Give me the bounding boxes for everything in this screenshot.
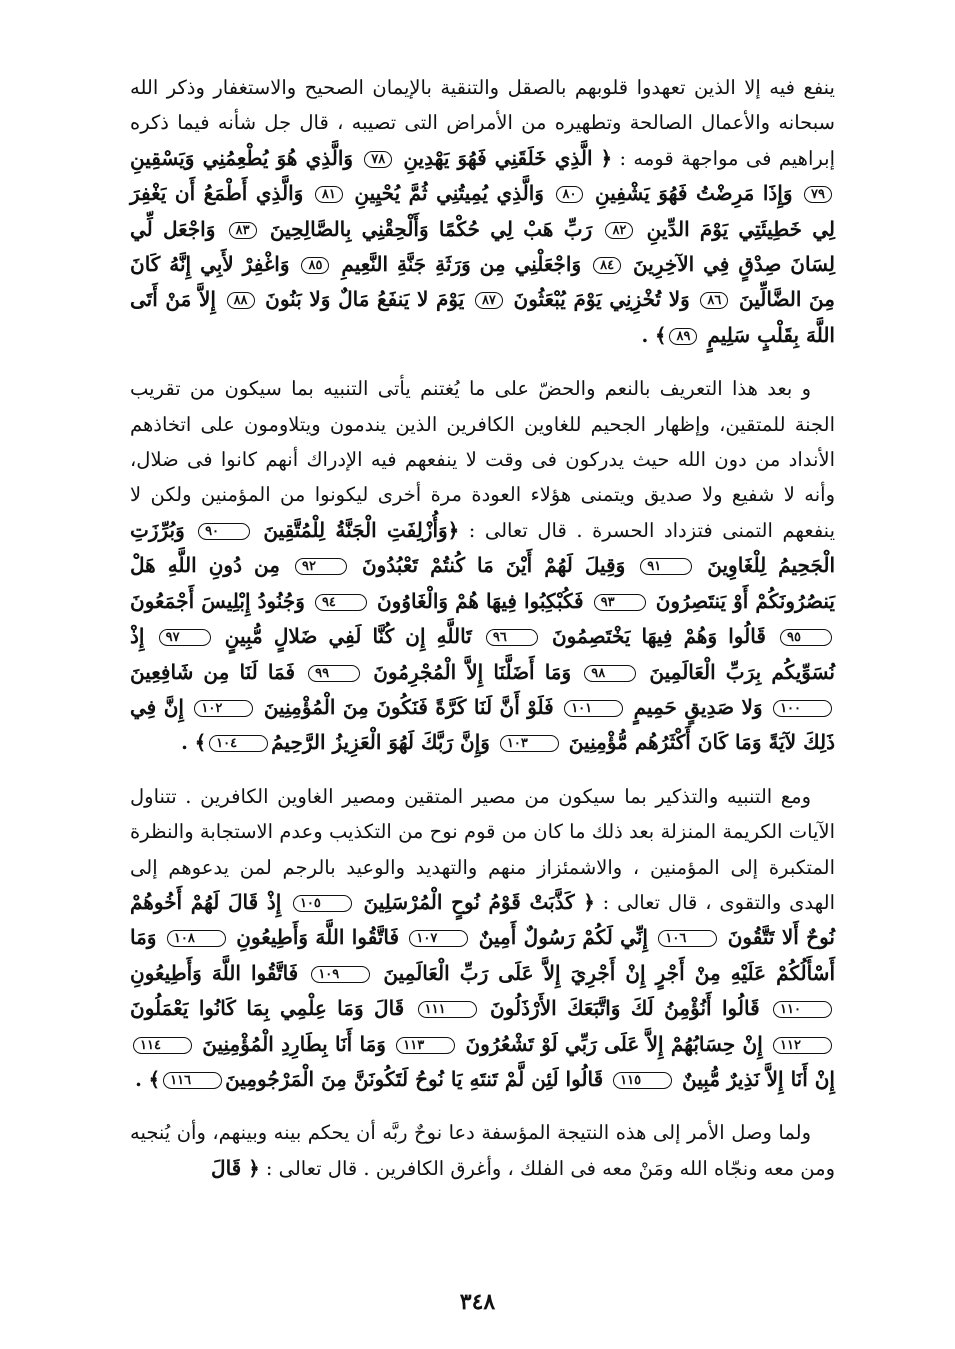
quran-verse-text: فَاتَّقُوا اللَّهَ وَأَطِيعُونِ <box>228 925 407 950</box>
quran-verse-text: وَلا تُخْزِنِي يَوْمَ يُبْعَثُونَ <box>505 287 698 312</box>
quran-verse-text: تَاللَّهِ إِن كُنَّا لَفِي ضَلالٍ مُّبِينٍ <box>213 624 483 649</box>
paragraph-gap <box>130 1097 835 1115</box>
ayah-number-marker: ١٠٢ <box>194 700 253 717</box>
quran-verse-text: إِنْ حِسَابُهُمْ إِلاَّ عَلَى رَبِّي لَوْ تَشْعُرُونَ <box>458 1031 771 1056</box>
paragraph-gap <box>130 353 835 371</box>
ayah-number-marker: ٧٨ <box>364 151 392 168</box>
quran-verse-text: إِذْ قَالَ لَهُمْ أَخُوهُمْ نُوحٌ أَلا تَتَّقُونَ <box>130 889 835 950</box>
quran-verse-text: وَالَّذِي أَطْمَعُ أَن يَغْفِرَ لِي خَطِيئَتِي يَوْمَ الدِّينِ <box>130 181 835 241</box>
ayah-number-marker: ٩٦ <box>486 629 538 646</box>
quran-bracket: ﴿ <box>583 890 595 914</box>
paragraph <box>130 70 835 353</box>
ayah-number-marker: ٨١ <box>315 186 343 203</box>
paragraph <box>130 779 835 1098</box>
quran-verse-text: إِنَّ فِي ذَلِكَ لآيَةً وَمَا كَانَ أَكْثَرُهُم مُّؤْمِنِينَ <box>130 694 835 755</box>
quran-verse-text: وَأُزْلِفَتِ الْجَنَّةُ لِلْمُتَّقِينَ <box>253 517 448 542</box>
ayah-number-marker: ٩٥ <box>780 629 832 646</box>
quran-verse-text: وَجُنُودُ إِبْلِيسَ أَجْمَعُونَ <box>130 588 312 613</box>
ayah-number-marker: ٩٩ <box>308 665 360 682</box>
quran-verse-text: فَلَوْ أَنَّ لَنَا كَرَّةً فَنَكُونَ مِنَ الْمُؤْمِنِينَ <box>256 694 562 719</box>
ayah-number-marker: ١٠٣ <box>500 735 559 752</box>
ayah-number-marker: ١١٢ <box>773 1037 832 1054</box>
ayah-number-marker: ١٠٥ <box>293 895 352 912</box>
quran-verse-text: وَإِنَّ رَبَّكَ لَهُوَ الْعَزِيزُ الرَّحِيمُ <box>271 730 497 755</box>
ayah-number-marker: ١٠٩ <box>311 966 370 983</box>
ayah-number-marker: ١٠٦ <box>658 930 717 947</box>
ayah-number-marker: ١١٦ <box>163 1072 222 1089</box>
quran-verse-text: وَإِذَا مَرِضْتُ فَهُوَ يَشْفِينِ <box>586 181 802 206</box>
quran-verse-text: قَالَ وَمَا عِلْمِي بِمَا كَانُوا يَعْمَلُونَ <box>130 996 415 1021</box>
ayah-number-marker: ٨٩ <box>669 328 697 345</box>
ayah-number-marker: ٨٦ <box>700 292 728 309</box>
ayah-number-marker: ١١١ <box>418 1001 477 1018</box>
quran-verse-text: إِلاَّ مَنْ أَتَى اللَّهَ بِقَلْبٍ سَلِيمٍ <box>130 287 835 347</box>
body-text: ينفع فيه إلا الذين تعهدوا قلوبهم بالصقل والتنقية بالإيمان الصحيح والاستغفار وذكر الله سبحانه والأعمال الصالحة وتطهيره من الأمراض التى تصيبه ، قال جل شأنه فيما ذكره إبراهيم فى مواجهة قومه : <box>130 76 835 170</box>
ayah-number-marker: ١٠٠ <box>773 700 832 717</box>
quran-verse-text: قَالُوا لَئِن لَّمْ تَنتَهِ يَا نُوحُ لَتَكُونَنَّ مِنَ الْمَرْجُومِينَ <box>225 1066 611 1091</box>
quran-verse-text: يَوْمَ لا يَنفَعُ مَالٌ وَلا بَنُونَ <box>257 287 472 312</box>
quran-verse-text: وَاجْعَلْنِي مِن وَرَثَةِ جَنَّةِ النَّعِيمِ <box>332 252 591 277</box>
ayah-number-marker: ١١٠ <box>773 1001 832 1018</box>
ayah-number-marker: ١٠٨ <box>167 930 226 947</box>
quran-bracket: ﴾ . <box>181 731 207 755</box>
paragraph <box>130 1115 835 1186</box>
quran-verse-text: وَمَا أَسْأَلُكُمْ عَلَيْهِ مِنْ أَجْرٍ إِنْ أَجْرِيَ إِلاَّ عَلَى رَبِّ الْعَالَمِينَ <box>130 925 835 985</box>
ayah-number-marker: ٨٣ <box>229 222 257 239</box>
ayah-number-marker: ٩٧ <box>159 629 211 646</box>
quran-bracket: ﴾ . <box>641 323 667 347</box>
quran-verse-text: فَاتَّقُوا اللَّهَ وَأَطِيعُونِ <box>130 960 309 985</box>
quran-verse-text: وَالَّذِي يُمِيتُنِي ثُمَّ يُحْيِينِ <box>345 181 553 206</box>
quran-bracket: ﴿ <box>600 146 613 170</box>
quran-bracket: ﴿ <box>248 1156 260 1180</box>
quran-bracket: ﴾ . <box>135 1067 161 1091</box>
quran-verse-text: وَبُرِّزَتِ الْجَحِيمُ لِلْغَاوِينَ <box>130 517 835 578</box>
ayah-number-marker: ٧٩ <box>804 186 832 203</box>
ayah-number-marker: ٨٧ <box>475 292 503 309</box>
quran-verse-text: رَبِّ هَبْ لِي حُكْمًا وَأَلْحِقْنِي بِالصَّالِحِينَ <box>259 216 603 241</box>
quran-verse-text: وَمَا أَضَلَّنَا إِلاَّ الْمُجْرِمُونَ <box>363 659 582 684</box>
ayah-number-marker: ٩٢ <box>295 558 347 575</box>
ayah-number-marker: ٩١ <box>640 558 692 575</box>
ayah-number-marker: ٨٢ <box>605 222 633 239</box>
quran-verse-text: قَالَ <box>211 1155 249 1180</box>
quran-verse-text: فَكُبْكِبُوا فِيهَا هُمْ وَالْغَاوُونَ <box>369 588 591 613</box>
quran-verse-text: قَالُوا وَهُمْ فِيهَا يَخْتَصِمُونَ <box>540 624 778 649</box>
ayah-number-marker: ٩٨ <box>584 665 636 682</box>
ayah-number-marker: ٨٥ <box>301 257 329 274</box>
paragraph-gap <box>130 761 835 779</box>
ayah-number-marker: ٨٠ <box>556 186 584 203</box>
ayah-number-marker: ١٠٧ <box>409 930 468 947</box>
quran-verse-text: قَالُوا أَنُؤْمِنُ لَكَ وَاتَّبَعَكَ الأَرْذَلُونَ <box>479 996 771 1021</box>
quran-verse-text: وَقِيلَ لَهُمْ أَيْنَ مَا كُنتُمْ تَعْبُدُونَ <box>349 553 638 578</box>
body-text: و بعد هذا التعريف بالنعم والحضّ على ما يُغتنم يأتى التنبيه بما سيكون من تقريب الجنة للمتقين، وإظهار الجحيم للغاوين الكافرين الذين يندمون ويتلاومون على اتخاذهم الأنداد من دون الله حيث يدركون فى وقت لا ينفعهم فيه الإدراك أنهم كانوا فى ضلال، وأنه لا شفيع ولا صديق ويتمنى هؤلاء العودة مرة أخرى ليكونوا من المؤمنين ولكن لا ينفعهم التمنى فتزداد الحسرة . قال تعالى : <box>130 377 835 542</box>
quran-verse-text: الَّذِي خَلَقَنِي فَهُوَ يَهْدِينِ <box>395 145 601 170</box>
quran-verse-text: مِن دُونِ اللَّهِ هَلْ يَنصُرُونَكُمْ أَوْ يَنتَصِرُونَ <box>130 553 835 613</box>
ayah-number-marker: ١١٤ <box>133 1037 192 1054</box>
quran-verse-text: وَاجْعَل لِّي لِسَانَ صِدْقٍ فِي الآخِرِينَ <box>130 216 835 277</box>
ayah-number-marker: ١٠٤ <box>209 735 268 752</box>
paragraph <box>130 371 835 760</box>
body-text: ولما وصل الأمر إلى هذه النتيجة المؤسفة دعا نوحٌ ربَّه أن يحكم بينه وبينهم، وأن يُنجيه ومن معه ونجّاه الله ومَنْ معه فى الفلك ، وأغرق الكافرين . قال تعالى : <box>130 1121 835 1180</box>
ayah-number-marker: ١١٥ <box>613 1072 672 1089</box>
quran-verse-text: إِنْ أَنَا إِلاَّ نَذِيرٌ مُّبِينٌ <box>675 1066 835 1091</box>
quran-verse-text: وَالَّذِي هُوَ يُطْعِمُنِي وَيَسْقِينِ <box>130 145 362 170</box>
ayah-number-marker: ١٠١ <box>564 700 623 717</box>
page-body <box>130 70 835 1186</box>
ayah-number-marker: ٨٤ <box>593 257 621 274</box>
ayah-number-marker: ٨٨ <box>227 292 255 309</box>
quran-verse-text: وَمَا أَنَا بِطَارِدِ الْمُؤْمِنِينَ <box>194 1031 394 1056</box>
ayah-number-marker: ١١٣ <box>396 1037 455 1054</box>
quran-verse-text: وَاغْفِرْ لأَبِي إِنَّهُ كَانَ مِنَ الضَّالِّينَ <box>130 252 835 312</box>
quran-verse-text: كَذَّبَتْ قَوْمُ نُوحٍ الْمُرْسَلِينَ <box>354 889 584 914</box>
quran-verse-text: إِنِّي لَكُمْ رَسُولٌ أَمِينٌ <box>471 925 656 950</box>
quran-verse-text: فَمَا لَنَا مِن شَافِعِينَ <box>130 659 306 684</box>
body-text: ومع التنبيه والتذكير بما سيكون من مصير المتقين ومصير الغاوين الكافرين . تتناول الآيات الكريمة المنزلة بعد ذلك ما كان من قوم نوح من التكذيب وعدم الاستجابة والنظرة المتكبرة إلى المؤمنين ، والاشمئزاز منهم والتهديد والوعيد بالرجم لمن يدعوهم إلى الهدى والتقوى ، قال تعالى : <box>130 784 835 914</box>
ayah-number-marker: ٩٣ <box>594 594 646 611</box>
quran-verse-text: وَلا صَدِيقٍ حَمِيمٍ <box>626 694 771 719</box>
quran-bracket: ﴿ <box>447 518 460 542</box>
ayah-number-marker: ٩٠ <box>198 523 250 540</box>
ayah-number-marker: ٩٤ <box>315 594 367 611</box>
page-number: ٣٤٨ <box>459 1289 496 1315</box>
quran-verse-text: إِذْ نُسَوِّيكُم بِرَبِّ الْعَالَمِينَ <box>130 624 835 684</box>
